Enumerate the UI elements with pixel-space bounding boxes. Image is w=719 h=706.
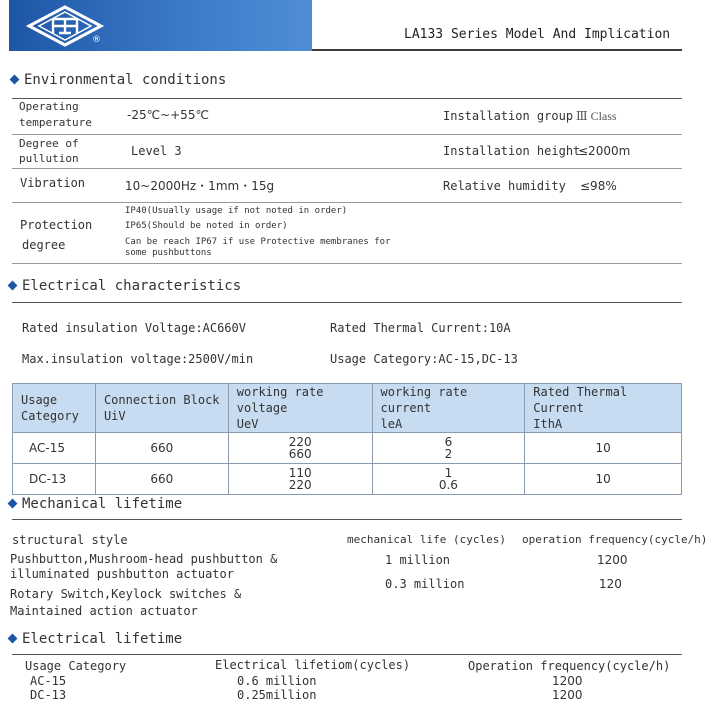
electrical-lifetime-col-life: Electrical lifetiom(cycles) <box>215 658 411 672</box>
divider <box>12 134 682 135</box>
operating-temperature-label-2: temperature <box>19 116 92 129</box>
table-cell-connection: 660 <box>95 464 228 495</box>
installation-height-value: ≤2000m <box>578 144 631 158</box>
mechanical-style-2a: Rotary Switch,Keylock switches & <box>10 587 242 601</box>
mechanical-style-2b: Maintained action actuator <box>10 604 198 618</box>
protection-ip40: IP40(Usually usage if not noted in order) <box>125 206 348 216</box>
electrical-lifetime-col-freq: Operation frequency(cycle/h) <box>468 659 671 673</box>
pollution-value: Level 3 <box>131 144 182 158</box>
divider <box>12 519 682 520</box>
section-bullet-icon <box>8 634 18 644</box>
protection-label-2: degree <box>22 238 66 252</box>
divider <box>12 98 682 99</box>
table-row <box>13 464 682 495</box>
table-header-cell: Rated Thermal Current IthA <box>525 384 682 433</box>
electrical-lifetime-life-2: 0.25million <box>237 688 317 702</box>
table-cell-connection: 660 <box>95 433 228 464</box>
electrical-lifetime-category-1: AC-15 <box>30 674 67 688</box>
table-cell-current: 1 0.6 <box>372 464 525 495</box>
max-insulation-voltage: Max.insulation voltage:2500V/min <box>22 352 254 366</box>
mechanical-style-1a: Pushbutton,Mushroom-head pushbutton & <box>10 552 278 566</box>
rated-insulation-voltage: Rated insulation Voltage:AC660V <box>22 321 246 335</box>
table-cell-voltage: 220 660 <box>228 433 372 464</box>
divider <box>12 654 682 655</box>
electrical-lifetime-col-category: Usage Category <box>25 659 127 673</box>
rated-thermal-current: Rated Thermal Current:10A <box>330 321 511 335</box>
electrical-lifetime-freq-2: 1200 <box>552 688 583 702</box>
relative-humidity-value: ≤98% <box>580 179 617 193</box>
electrical-characteristics-table <box>12 383 682 495</box>
electrical-lifetime-life-1: 0.6 million <box>237 674 317 688</box>
section-bullet-icon <box>8 499 18 509</box>
section-bullet-icon <box>8 281 18 291</box>
relative-humidity-label: Relative humidity <box>443 179 566 193</box>
mechanical-style-1b: illuminated pushbutton actuator <box>10 567 234 581</box>
mechanical-col-style: structural style <box>12 533 128 547</box>
installation-group-label: Installation group <box>443 109 574 123</box>
protection-ip67-line2: some pushbuttons <box>125 248 212 258</box>
electrical-lifetime-section-heading <box>6 631 182 647</box>
mechanical-col-life: mechanical life (cycles) <box>347 533 506 546</box>
electrical-section-heading <box>6 278 241 294</box>
table-cell-category: DC-13 <box>13 464 96 495</box>
vibration-label: Vibration <box>20 176 86 190</box>
vibration-value: 10~2000Hz・1mm・15g <box>125 179 275 193</box>
table-header-cell: working rate current leA <box>372 384 525 433</box>
mechanical-col-freq: operation frequency(cycle/h) <box>522 533 708 546</box>
environmental-heading-text: Environmental conditions <box>24 72 227 88</box>
installation-height-label: Installation height <box>443 144 581 158</box>
divider <box>12 168 682 169</box>
table-cell-thermal: 10 <box>525 433 682 464</box>
section-bullet-icon <box>10 75 20 85</box>
electrical-lifetime-heading-text: Electrical lifetime <box>22 631 183 647</box>
divider <box>12 263 682 264</box>
table-cell-thermal: 10 <box>525 464 682 495</box>
mechanical-life-1: 1 million <box>385 553 451 567</box>
table-header-row <box>13 384 682 433</box>
electrical-lifetime-freq-1: 1200 <box>552 674 583 688</box>
page-title: LA133 Series Model And Implication <box>404 27 671 42</box>
mechanical-heading-text: Mechanical lifetime <box>22 496 183 512</box>
table-cell-voltage: 110 220 <box>228 464 372 495</box>
table-row <box>13 433 682 464</box>
divider <box>12 202 682 203</box>
protection-ip65: IP65(Should be noted in order) <box>125 221 288 231</box>
pollution-label-2: pullution <box>19 152 79 165</box>
header-rule <box>312 49 682 51</box>
protection-ip67-line1: Can be reach IP67 if use Protective membranes for <box>125 237 391 247</box>
operating-temperature-value: -25℃~+55℃ <box>127 108 209 122</box>
usage-category: Usage Category:AC-15,DC-13 <box>330 352 518 366</box>
divider <box>12 302 682 303</box>
mechanical-section-heading <box>6 496 182 512</box>
mechanical-life-2: 0.3 million <box>385 577 465 591</box>
table-cell-current: 6 2 <box>372 433 525 464</box>
pollution-label-1: Degree of <box>19 137 79 150</box>
page-header <box>0 0 719 53</box>
table-cell-category: AC-15 <box>13 433 96 464</box>
table-header-cell: Connection Block UiV <box>95 384 228 433</box>
operating-temperature-label-1: Operating <box>19 100 79 113</box>
table-header-cell: Usage Category <box>13 384 96 433</box>
protection-label-1: Protection <box>20 218 93 232</box>
environmental-section-heading <box>8 72 226 88</box>
electrical-heading-text: Electrical characteristics <box>22 278 242 294</box>
registered-mark: ® <box>92 35 101 45</box>
mechanical-freq-1: 1200 <box>597 553 628 567</box>
mechanical-freq-2: 120 <box>599 577 622 591</box>
electrical-lifetime-category-2: DC-13 <box>30 688 67 702</box>
installation-group-value: Ⅲ Class <box>576 109 617 123</box>
table-header-cell: working rate voltage UeV <box>228 384 372 433</box>
